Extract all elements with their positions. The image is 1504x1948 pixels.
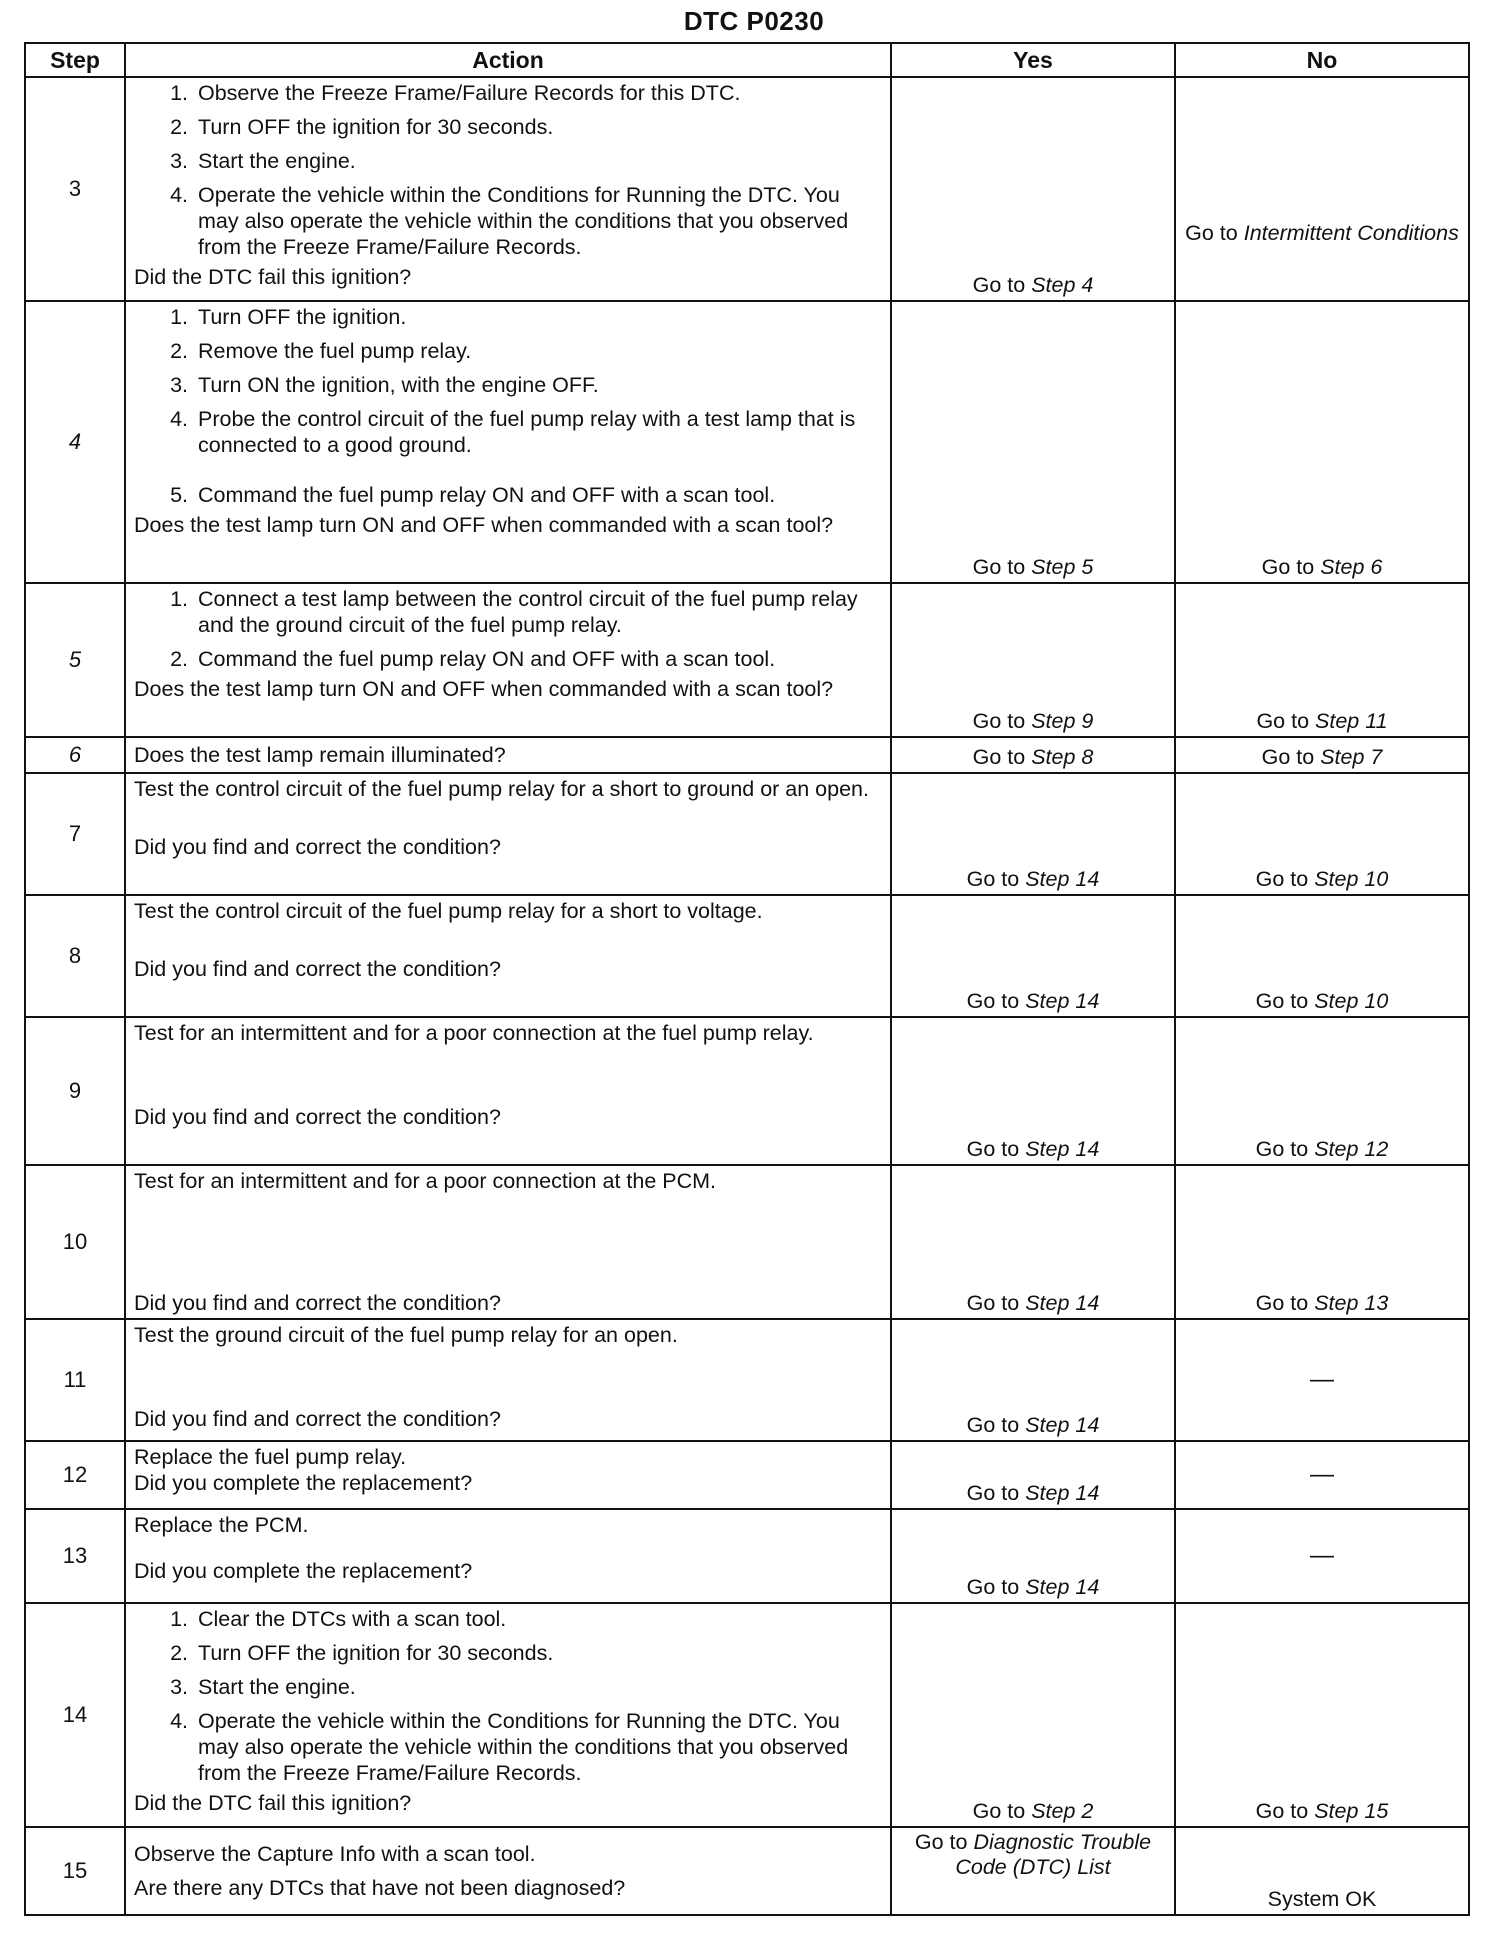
action-cell (125, 737, 891, 773)
step-number: 5 (25, 583, 125, 737)
list-item: 4. Operate the vehicle within the Conditions for Running the DTC. You may also operate the vehicle within the conditions that you observed from the Freeze Frame/Failure Records. (194, 182, 882, 260)
yes-prefix: Go to (972, 1799, 1026, 1823)
no-reference: Step 10 (1314, 867, 1389, 891)
action-cell (125, 77, 891, 301)
no-prefix: Go to (1256, 709, 1310, 733)
action-cell (125, 1827, 891, 1915)
no-reference: Step 13 (1314, 1291, 1389, 1315)
action-cell (125, 1165, 891, 1319)
list-item: 1. Observe the Freeze Frame/Failure Records for this DTC. (194, 80, 882, 106)
list-item: 2. Turn OFF the ignition for 30 seconds. (194, 1640, 882, 1666)
no-cell (1175, 1603, 1469, 1827)
step-number: 9 (25, 1017, 125, 1165)
yes-cell (891, 301, 1175, 583)
yes-reference: Step 14 (1025, 1575, 1100, 1599)
action-cell (125, 1319, 891, 1441)
action-text: Test the control circuit of the fuel pump relay for a short to voltage. (134, 899, 763, 923)
action-cell (125, 1509, 891, 1603)
no-cell: — (1175, 1509, 1469, 1603)
yes-reference: Step 4 (1031, 273, 1094, 297)
action-question: Did you find and correct the condition? (134, 835, 501, 859)
step-number: 3 (25, 77, 125, 301)
yes-prefix: Go to (966, 1137, 1020, 1161)
yes-prefix: Go to (914, 1830, 968, 1854)
no-cell: System OK (1175, 1827, 1469, 1915)
no-cell (1175, 77, 1469, 301)
header-yes: Yes (891, 43, 1175, 77)
action-list (134, 304, 882, 508)
diagnostic-table (24, 42, 1470, 1916)
yes-prefix: Go to (972, 555, 1026, 579)
action-list (134, 586, 882, 672)
no-prefix: Go to (1255, 1137, 1309, 1161)
step-number: 13 (25, 1509, 125, 1603)
table-row (25, 773, 1469, 895)
action-question: Are there any DTCs that have not been diagnosed? (134, 1876, 626, 1900)
list-item: 3. Start the engine. (194, 1674, 882, 1700)
table-row (25, 1441, 1469, 1509)
yes-prefix: Go to (966, 1575, 1020, 1599)
table-row (25, 895, 1469, 1017)
list-item: 1. Connect a test lamp between the control circuit of the fuel pump relay and the ground circuit of the fuel pump relay. (194, 586, 882, 638)
yes-cell (891, 1603, 1175, 1827)
yes-prefix: Go to (966, 867, 1020, 891)
yes-prefix: Go to (972, 745, 1026, 769)
step-number: 7 (25, 773, 125, 895)
action-question: Does the test lamp remain illuminated? (134, 743, 506, 767)
action-question: Did you find and correct the condition? (134, 1105, 501, 1129)
yes-prefix: Go to (966, 1481, 1020, 1505)
action-question: Did the DTC fail this ignition? (134, 1791, 412, 1815)
action-text: Replace the PCM. (134, 1513, 309, 1537)
action-question: Did you find and correct the condition? (134, 957, 501, 981)
table-row (25, 1319, 1469, 1441)
action-question: Does the test lamp turn ON and OFF when commanded with a scan tool? (134, 677, 834, 701)
action-text: Observe the Capture Info with a scan tool. (134, 1842, 536, 1866)
document-title: DTC P0230 (683, 6, 825, 36)
yes-reference: Step 14 (1025, 1413, 1100, 1437)
action-text: Test for an intermittent and for a poor connection at the PCM. (134, 1169, 717, 1193)
no-cell (1175, 895, 1469, 1017)
no-reference: Step 10 (1314, 989, 1389, 1013)
step-number: 11 (25, 1319, 125, 1441)
table-row (25, 583, 1469, 737)
no-reference: Step 11 (1315, 709, 1388, 733)
no-prefix: Go to (1255, 989, 1309, 1013)
list-item: 4. Operate the vehicle within the Conditions for Running the DTC. You may also operate the vehicle within the conditions that you observed from the Freeze Frame/Failure Records. (194, 1708, 882, 1786)
step-number: 8 (25, 895, 125, 1017)
step-number: 4 (25, 301, 125, 583)
yes-cell (891, 1827, 1175, 1915)
action-text: Test for an intermittent and for a poor connection at the fuel pump relay. (134, 1021, 814, 1045)
yes-cell (891, 895, 1175, 1017)
list-item: 4. Probe the control circuit of the fuel pump relay with a test lamp that is connected to a good ground. (194, 406, 882, 458)
action-question: Did you complete the replacement? (134, 1471, 473, 1495)
step-number: 10 (25, 1165, 125, 1319)
action-cell (125, 895, 891, 1017)
yes-reference: Step 9 (1031, 709, 1094, 733)
no-cell (1175, 1017, 1469, 1165)
no-prefix: Go to (1255, 1291, 1309, 1315)
action-list (134, 80, 882, 260)
step-number: 12 (25, 1441, 125, 1509)
no-cell: — (1175, 1441, 1469, 1509)
yes-cell (891, 1017, 1175, 1165)
yes-prefix: Go to (966, 1291, 1020, 1315)
action-question: Did you find and correct the condition? (134, 1407, 501, 1431)
no-cell (1175, 737, 1469, 773)
yes-cell (891, 583, 1175, 737)
action-question: Does the test lamp turn ON and OFF when commanded with a scan tool? (134, 513, 834, 537)
yes-reference: Step 14 (1025, 1291, 1100, 1315)
action-question: Did the DTC fail this ignition? (134, 265, 412, 289)
list-item: 2. Remove the fuel pump relay. (194, 338, 882, 364)
no-cell (1175, 583, 1469, 737)
table-row (25, 1827, 1469, 1915)
yes-reference: Step 8 (1031, 745, 1094, 769)
yes-cell (891, 1441, 1175, 1509)
no-prefix: Go to (1261, 555, 1315, 579)
yes-prefix: Go to (966, 1413, 1020, 1437)
list-item: 2. Command the fuel pump relay ON and OFF with a scan tool. (194, 646, 882, 672)
no-reference: Intermittent Conditions (1243, 221, 1459, 245)
no-cell: — (1175, 1319, 1469, 1441)
no-reference: Step 15 (1314, 1799, 1389, 1823)
action-cell (125, 1017, 891, 1165)
header-action: Action (125, 43, 891, 77)
yes-reference: Step 5 (1031, 555, 1094, 579)
yes-cell (891, 773, 1175, 895)
no-prefix: Go to (1255, 867, 1309, 891)
action-cell (125, 773, 891, 895)
step-number: 15 (25, 1827, 125, 1915)
yes-reference: Step 14 (1025, 867, 1100, 891)
yes-reference: Step 14 (1025, 989, 1100, 1013)
table-row (25, 1603, 1469, 1827)
no-cell (1175, 1165, 1469, 1319)
action-text: Test the control circuit of the fuel pump relay for a short to ground or an open. (134, 777, 869, 801)
action-question: Did you find and correct the condition? (134, 1291, 501, 1315)
yes-cell (891, 1509, 1175, 1603)
no-prefix: Go to (1261, 745, 1315, 769)
yes-reference: Diagnostic Trouble Code (DTC) List (955, 1830, 1152, 1879)
yes-prefix: Go to (972, 709, 1026, 733)
action-cell (125, 583, 891, 737)
list-item: 5. Command the fuel pump relay ON and OFF with a scan tool. (194, 482, 882, 508)
list-item: 3. Turn ON the ignition, with the engine OFF. (194, 372, 882, 398)
action-list (134, 1606, 882, 1786)
yes-prefix: Go to (966, 989, 1020, 1013)
no-cell (1175, 301, 1469, 583)
list-item: 1. Turn OFF the ignition. (194, 304, 882, 330)
table-row (25, 77, 1469, 301)
action-cell (125, 1603, 891, 1827)
table-row (25, 737, 1469, 773)
table-row (25, 1017, 1469, 1165)
list-item: 3. Start the engine. (194, 148, 882, 174)
no-cell (1175, 773, 1469, 895)
header-step: Step (25, 43, 125, 77)
yes-cell (891, 1165, 1175, 1319)
action-cell (125, 301, 891, 583)
list-item: 1. Clear the DTCs with a scan tool. (194, 1606, 882, 1632)
yes-prefix: Go to (972, 273, 1026, 297)
no-reference: Step 12 (1314, 1137, 1389, 1161)
yes-reference: Step 14 (1025, 1481, 1100, 1505)
action-text: Test the ground circuit of the fuel pump relay for an open. (134, 1323, 678, 1347)
step-number: 14 (25, 1603, 125, 1827)
yes-reference: Step 2 (1031, 1799, 1094, 1823)
yes-cell (891, 77, 1175, 301)
yes-cell (891, 737, 1175, 773)
no-prefix: Go to (1185, 221, 1238, 245)
step-number: 6 (25, 737, 125, 773)
no-reference: Step 7 (1320, 745, 1383, 769)
table-row (25, 1509, 1469, 1603)
yes-reference: Step 14 (1025, 1137, 1100, 1161)
table-row (25, 1165, 1469, 1319)
action-text: Replace the fuel pump relay. (134, 1445, 407, 1469)
table-row (25, 301, 1469, 583)
header-row (25, 43, 1469, 77)
header-no: No (1175, 43, 1469, 77)
no-reference: Step 6 (1320, 555, 1383, 579)
yes-cell (891, 1319, 1175, 1441)
action-question: Did you complete the replacement? (134, 1559, 473, 1583)
list-item: 2. Turn OFF the ignition for 30 seconds. (194, 114, 882, 140)
action-cell (125, 1441, 891, 1509)
no-prefix: Go to (1255, 1799, 1309, 1823)
